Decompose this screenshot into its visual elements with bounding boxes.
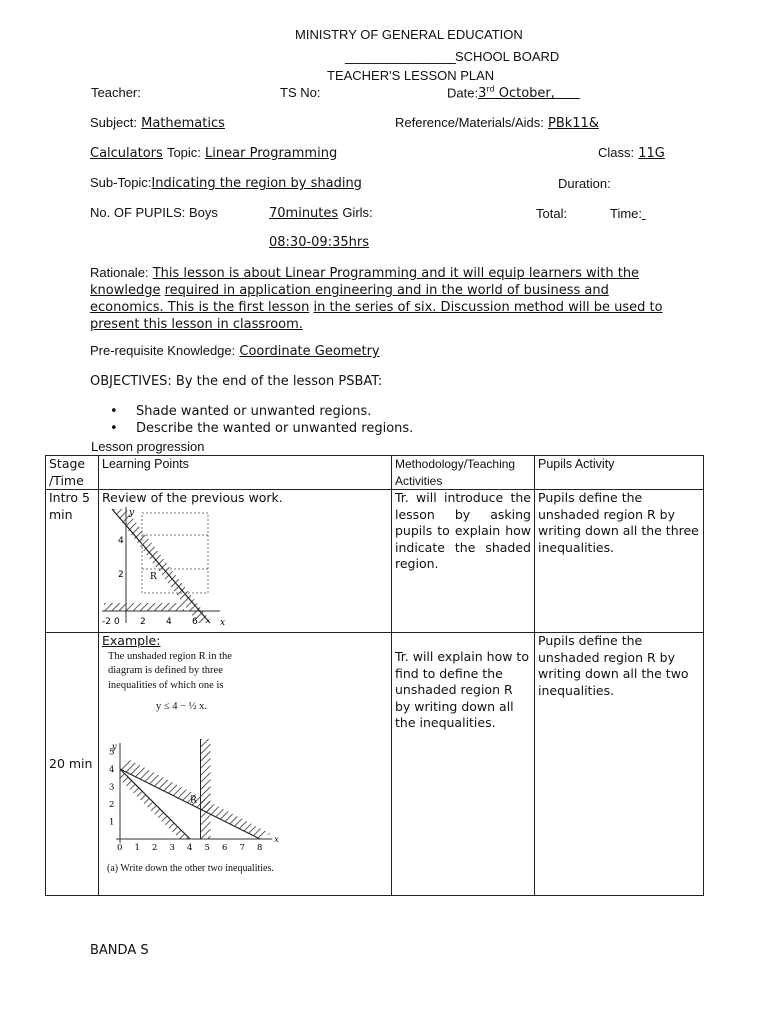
header-stage: Stage /Time [46,456,99,490]
objectives-list [112,403,413,437]
duration-girls [269,205,373,221]
x-tick-label: 8 [257,843,263,853]
total-label: Total: [536,206,568,221]
axis-y-label: y [129,508,135,518]
subject-field [90,115,225,131]
time-label: Time: [610,206,643,221]
region-label: R [150,572,157,582]
subject-value: Mathematics [141,116,225,131]
inequality-text: y ≤ 4 − ½ x. [156,701,208,712]
x-tick-label: 4 [187,843,193,853]
header-methodology: Methodology/Teaching Activities [392,456,535,490]
school-board-label: SCHOOL BOARD [455,49,560,64]
learning-cell [99,490,392,633]
reference-field [395,115,599,131]
subject-label: Subject: [90,115,137,130]
axis-y-label: y [112,742,117,751]
stage-cell: 20 min [46,633,99,896]
axis-x-label: x [274,835,279,844]
ts-no-label: TS No: [280,85,321,100]
duration-value: 70minutes [269,206,339,221]
date-field [447,85,580,101]
prerequisite-field [90,343,380,359]
pupils-boys-label: No. OF PUPILS: Boys [90,205,218,220]
date-label: Date: [447,85,479,101]
table-row [46,633,704,896]
date-value: 3rd October, [478,85,580,102]
objectives-intro: OBJECTIVES: By the end of the lesson PSBAT: [90,374,383,389]
x-tick-label: 0 [117,843,123,853]
calculators-value: Calculators [90,146,163,161]
girls-label: Girls: [342,205,373,220]
x-tick-label: 2 [152,843,158,853]
example-heading: Example: [102,633,161,648]
objective-item: • Describe the wanted or unwanted regions. [112,420,413,437]
author-name: BANDA S [90,943,149,958]
x-tick-label: 2 [140,617,146,627]
example-caption: (a) Write down the other two inequalities. [107,863,274,874]
prerequisite-label: Pre-requisite Knowledge: [90,343,236,358]
stage-cell: Intro 5 min [46,490,99,633]
learning-cell [99,633,392,896]
pupils-cell: Pupils define the unshaded region R by writing down all the two inequalities. [535,633,704,896]
topic-value: Linear Programming [205,146,338,161]
rationale: Rationale: This lesson is about Linear Programming and it will equip learners with the knowledge required in application engineering and in the world of business and economics. This is the first lesson in the series of six. Discussion method will be used to present this lesson in classroom. [90,265,663,332]
x-tick-label: -2 [102,617,111,627]
y-tick-label: 4 [118,536,124,546]
pupils-cell: Pupils define the unshaded region R by writing down all the three inequalities. [535,490,704,633]
table-header-row [46,456,704,490]
x-tick-label: 4 [166,617,172,627]
hatch-vertical [201,739,211,839]
reference-label: Reference/Materials/Aids: [395,115,544,130]
class-value: 11G [638,146,665,161]
problem-text: The unshaded region R in the diagram is defined by three inequalities of which one is y ≤ 4 − ½ x. [108,650,388,715]
graph-review [102,507,232,630]
objective-item: • Shade wanted or unwanted regions. [112,403,413,420]
time-value: 08:30-09:35hrs [269,235,369,250]
rationale-label: Rationale: [90,265,149,280]
x-tick-label: 7 [239,843,245,853]
reference-value: PBk11& [547,116,599,131]
class-field [598,145,665,161]
methodology-cell: Tr. will introduce the lesson by asking pupils to explain how indicate the shaded region. [392,490,535,633]
learning-text: Review of the previous work. [102,490,283,505]
header-pupils: Pupils Activity [535,456,704,490]
table-row [46,490,704,633]
hatch-strip-bottom [104,603,184,611]
y-tick-label: 5 [109,747,115,758]
subtopic-field [90,175,362,191]
school-blank: ____________________ [345,50,455,65]
topic-field [90,145,337,161]
lesson-progression-table [45,455,704,896]
lesson-progression-label: Lesson progression [91,439,205,454]
graph-example [102,739,302,859]
duration-label: Duration: [558,176,611,191]
prerequisite-value: Coordinate Geometry [239,344,380,359]
topic-label: Topic: [166,145,201,160]
y-tick-label: 4 [109,765,115,775]
ministry-title: MINISTRY OF GENERAL EDUCATION [295,27,523,42]
x-tick-label: 0 [114,617,120,627]
y-tick-label: 3 [109,782,115,793]
x-tick-label: 3 [169,843,175,853]
y-tick-label: 2 [109,800,115,810]
methodology-cell: Tr. will explain how to find to define the unshaded region R by writing down all the inequalities. [392,633,535,896]
x-tick-label: 1 [134,843,140,853]
header-learning: Learning Points [99,456,392,490]
subtopic-value: Indicating the region by shading [151,176,362,191]
school-board-line [345,49,559,65]
x-tick-label: 5 [204,843,210,853]
region-label: R [190,795,197,806]
teacher-label: Teacher: [91,85,141,100]
class-label: Class: [598,145,635,160]
x-tick-label: 6 [222,843,228,853]
y-tick-label: 1 [109,817,115,828]
subtopic-label: Sub-Topic: [90,175,152,190]
lesson-plan-title: TEACHER'S LESSON PLAN [327,68,495,83]
axis-x-label: x [220,618,226,628]
y-tick-label: 2 [118,570,124,580]
x-tick-label: 6 [192,617,198,627]
